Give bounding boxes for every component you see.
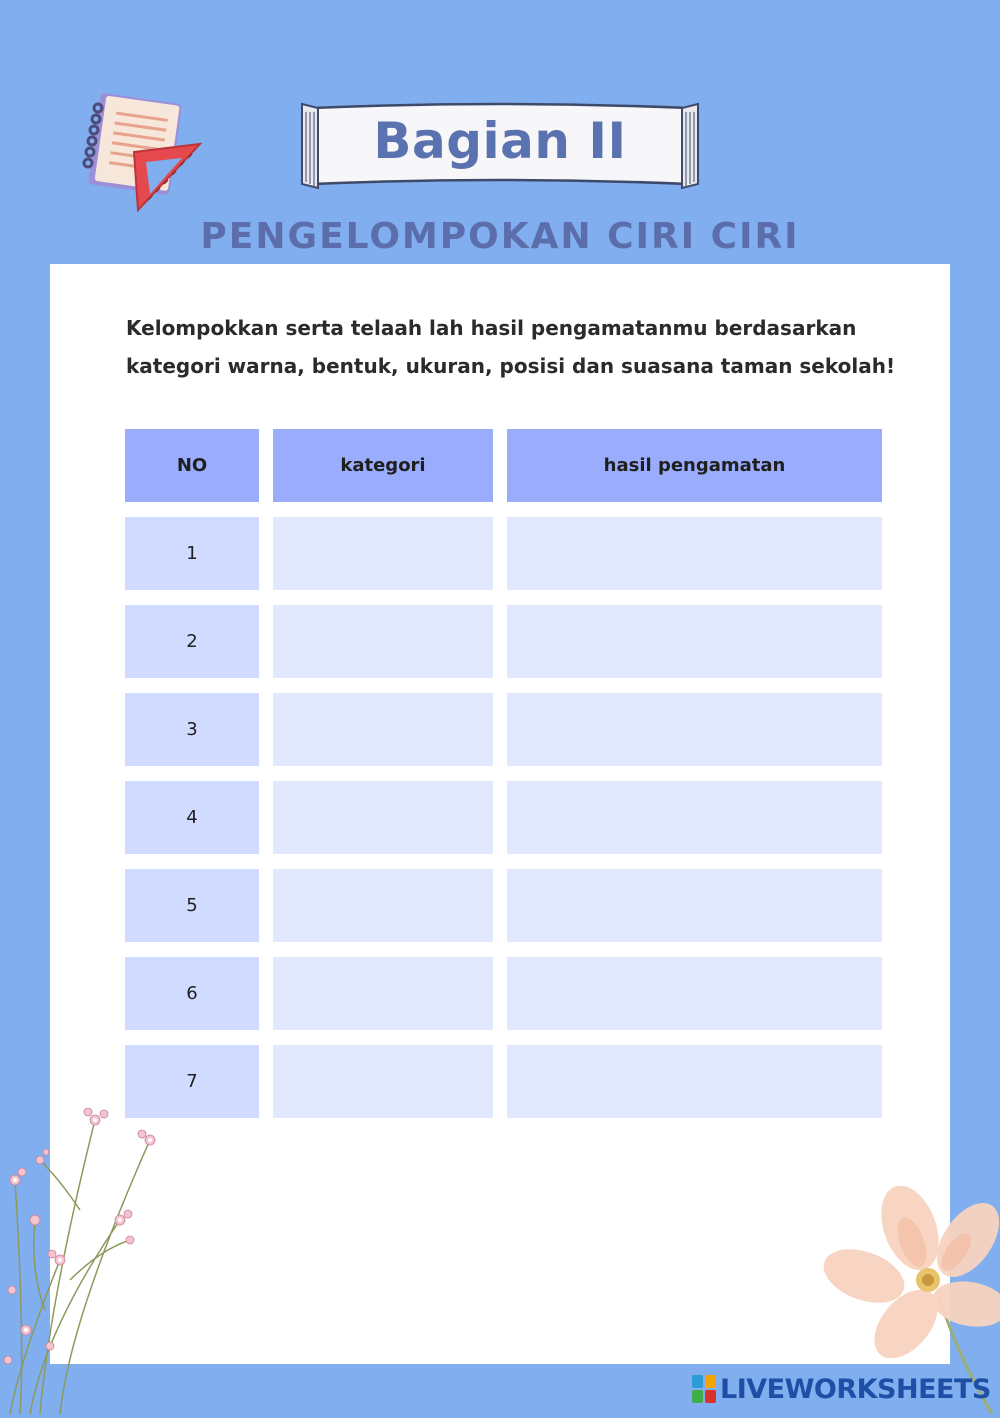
kategori-input-cell[interactable] <box>273 517 493 590</box>
hasil-input-cell[interactable] <box>507 781 882 854</box>
title-banner <box>298 100 702 192</box>
kategori-input-cell[interactable] <box>273 781 493 854</box>
row-number: 6 <box>125 957 259 1030</box>
instruction-line-1: Kelompokkan serta telaah lah hasil pengamatanmu berdasarkan <box>126 316 857 340</box>
kategori-input-cell[interactable] <box>273 869 493 942</box>
kategori-input-cell[interactable] <box>273 605 493 678</box>
instruction-text <box>126 309 926 385</box>
header-no: NO <box>125 429 259 502</box>
brand-name: LIVEWORKSHEETS <box>720 1373 991 1405</box>
header-hasil-pengamatan: hasil pengamatan <box>507 429 882 502</box>
row-number: 2 <box>125 605 259 678</box>
page-title: Bagian II <box>373 112 627 170</box>
kategori-input-cell[interactable] <box>273 693 493 766</box>
hasil-input-cell[interactable] <box>507 693 882 766</box>
hasil-input-cell[interactable] <box>507 957 882 1030</box>
row-number: 1 <box>125 517 259 590</box>
kategori-input-cell[interactable] <box>273 957 493 1030</box>
row-number: 4 <box>125 781 259 854</box>
row-number: 3 <box>125 693 259 766</box>
instruction-line-2: kategori warna, bentuk, ukuran, posisi dan suasana taman sekolah! <box>126 354 896 378</box>
hasil-input-cell[interactable] <box>507 517 882 590</box>
notebook-ruler-icon <box>78 92 204 214</box>
hasil-input-cell[interactable] <box>507 869 882 942</box>
liveworksheets-logo-icon <box>692 1375 716 1403</box>
hasil-input-cell[interactable] <box>507 1045 882 1118</box>
header-kategori: kategori <box>273 429 493 502</box>
section-subtitle: PENGELOMPOKAN CIRI CIRI <box>200 216 800 257</box>
liveworksheets-brand <box>692 1372 991 1406</box>
baby-breath-flowers <box>0 1100 170 1414</box>
hasil-input-cell[interactable] <box>507 605 882 678</box>
row-number: 5 <box>125 869 259 942</box>
kategori-input-cell[interactable] <box>273 1045 493 1118</box>
row-number: 7 <box>125 1045 259 1118</box>
